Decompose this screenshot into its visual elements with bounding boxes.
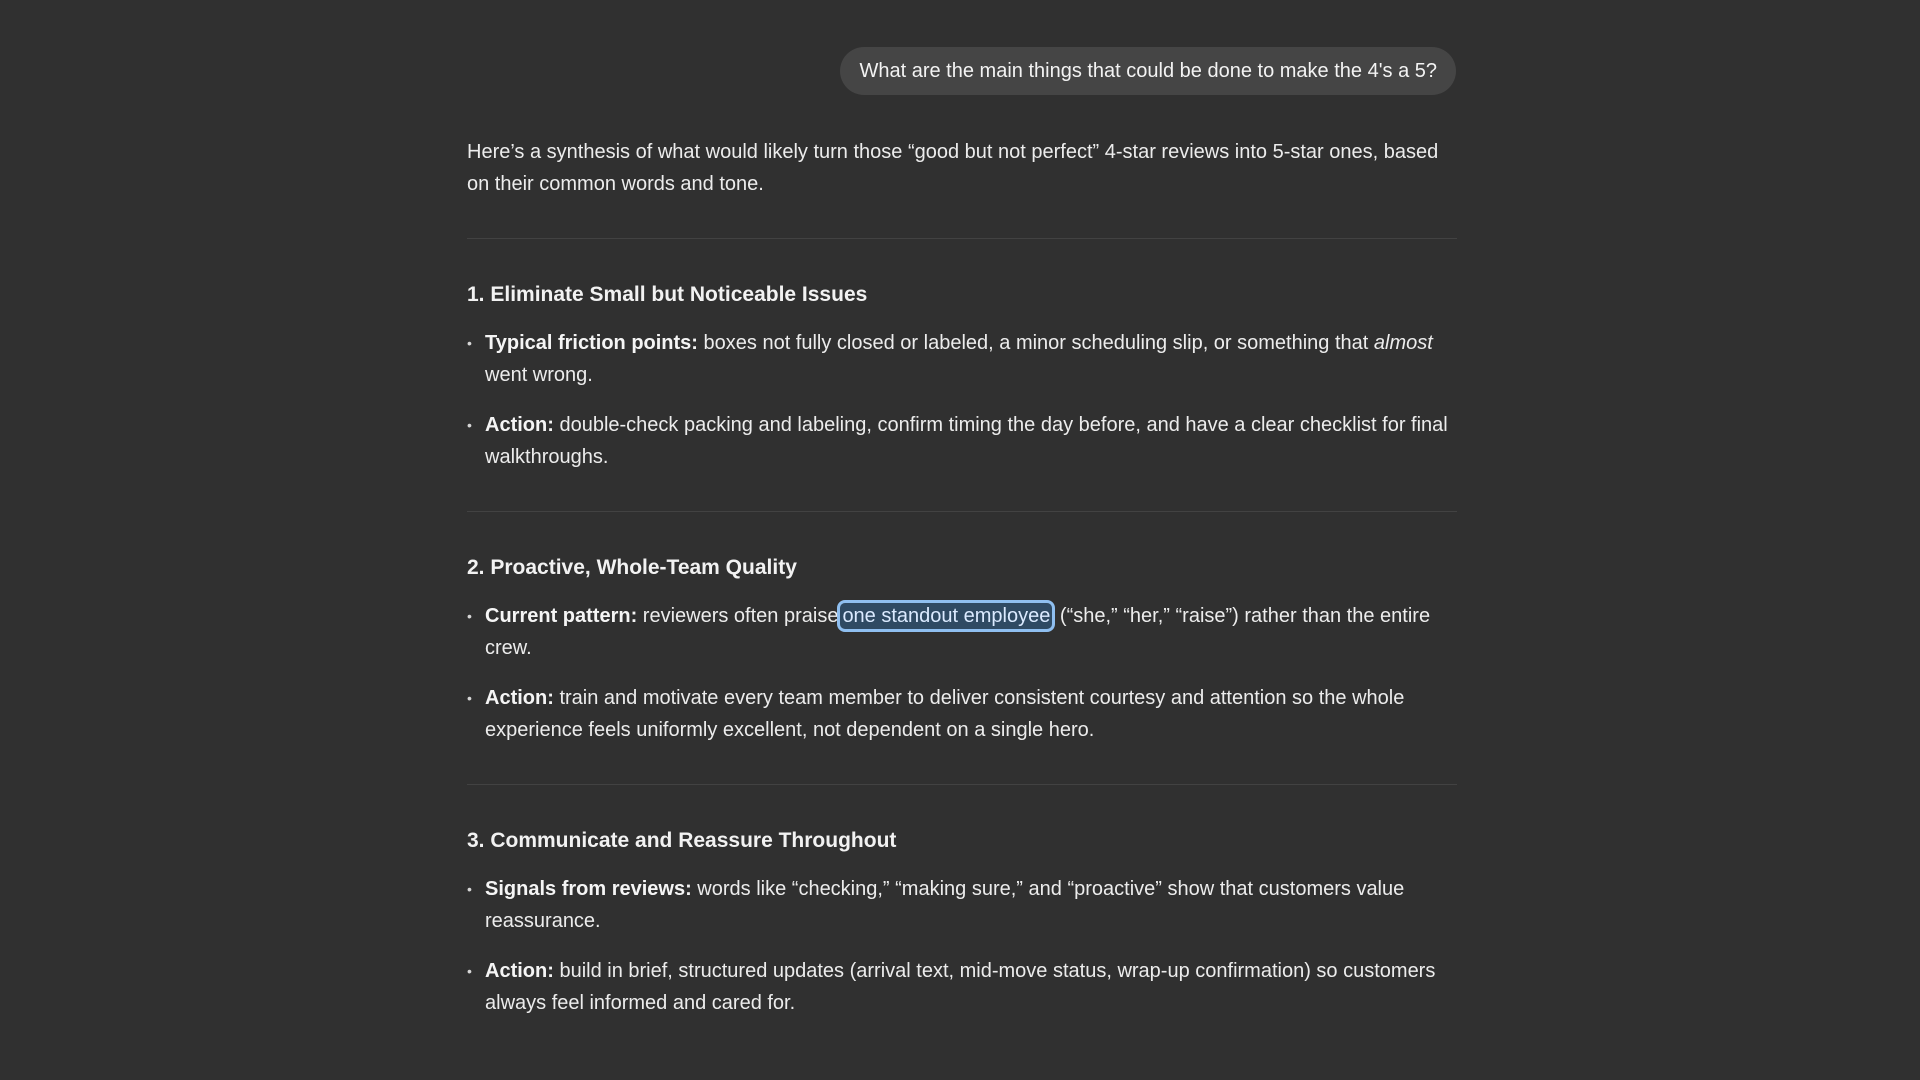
list-item	[467, 600, 1457, 664]
list-item	[467, 682, 1457, 746]
section-divider	[467, 511, 1457, 512]
bullet-text: words like “checking,” “making sure,” and “proactive” show that customers value reassurance.	[485, 878, 1405, 932]
list-item	[467, 409, 1457, 473]
bullet-list	[467, 600, 1457, 746]
list-item	[467, 327, 1457, 391]
user-message-bubble	[840, 47, 1456, 95]
bullet-text: train and motivate every team member to deliver consistent courtesy and attention so the whole experience feels uniformly excellent, not dependent on a single hero.	[485, 687, 1405, 741]
bullet-text: reviewers often praise	[637, 605, 839, 627]
section-communicate-reassure	[467, 825, 1457, 1019]
section-divider	[467, 238, 1457, 239]
bullet-italic-text: almost	[1373, 332, 1433, 354]
section-title: 3. Communicate and Reassure Throughout	[467, 829, 897, 852]
bullet-label: Signals from reviews:	[485, 878, 692, 900]
list-item	[467, 955, 1457, 1019]
bullet-label: Action:	[485, 687, 554, 709]
bullet-label: Action:	[485, 414, 554, 436]
bullet-text: double-check packing and labeling, confirm timing the day before, and have a clear checklist for final walkthroughs.	[485, 414, 1448, 468]
user-message-text: What are the main things that could be done to make the 4's a 5?	[859, 60, 1437, 82]
section-eliminate-issues	[467, 279, 1457, 473]
user-message-row	[840, 47, 1456, 95]
bullet-text: (“she,” “her,” “raise”) rather than the entire crew.	[485, 605, 1431, 659]
bullet-dot: •	[467, 608, 472, 624]
bullet-dot: •	[467, 335, 472, 351]
section-divider	[467, 784, 1457, 785]
assistant-message	[467, 136, 1457, 1019]
section-title: 1. Eliminate Small but Noticeable Issues	[467, 283, 868, 306]
list-item	[467, 873, 1457, 937]
bullet-text: boxes not fully closed or labeled, a minor scheduling slip, or something that	[697, 332, 1374, 354]
assistant-intro: Here’s a synthesis of what would likely turn those “good but not perfect” 4-star reviews into 5-star ones, based on their common words and tone.	[467, 141, 1439, 195]
bullet-text: went wrong.	[485, 364, 593, 386]
bullet-list	[467, 873, 1457, 1019]
section-title: 2. Proactive, Whole-Team Quality	[467, 556, 797, 579]
bullet-dot: •	[467, 881, 472, 897]
bullet-dot: •	[467, 690, 472, 706]
bullet-label: Typical friction points:	[485, 332, 698, 354]
bullet-label: Current pattern:	[485, 605, 638, 627]
bullet-text: build in brief, structured updates (arrival text, mid-move status, wrap-up confirmation) so customers always feel informed and cared for.	[485, 960, 1436, 1014]
bullet-dot: •	[467, 963, 472, 979]
bullet-list	[467, 327, 1457, 473]
bullet-label: Action:	[485, 960, 554, 982]
bullet-dot: •	[467, 417, 472, 433]
section-whole-team-quality	[467, 552, 1457, 746]
selected-text-highlight[interactable]: one standout employee	[842, 605, 1051, 627]
